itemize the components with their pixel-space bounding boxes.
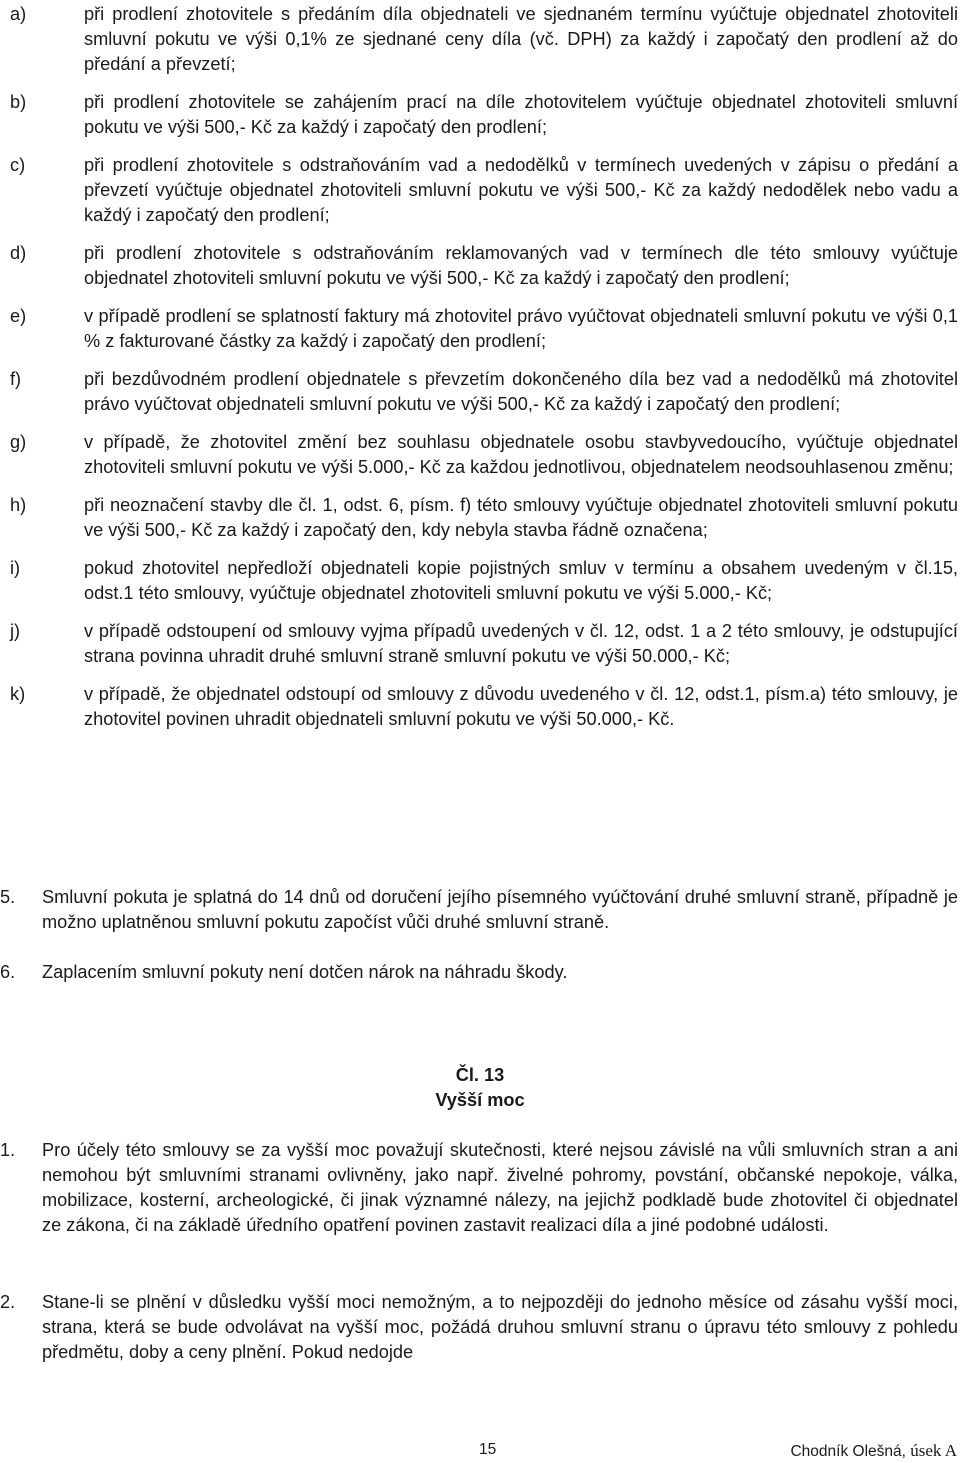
list-item-label: a)	[10, 4, 27, 24]
list-item	[0, 493, 960, 543]
list-item-text: v případě odstoupení od smlouvy vyjma případů uvedených v čl. 12, odst. 1 a 2 této smlouvy, je odstupující strana povinna uhradit druhé smluvní straně smluvní pokutu ve výši 50.000,- Kč;	[84, 621, 958, 666]
list-item-text: při prodlení zhotovitele s odstraňováním reklamovaných vad v termínech dle této smlouvy vyúčtuje objednatel zhotoviteli smluvní pokutu ve výši 500,- Kč za každý i započatý den prodlení;	[84, 243, 958, 288]
list-item-text: při prodlení zhotovitele s předáním díla objednateli ve sjednaném termínu vyúčtuje objednatel zhotoviteli smluvní pokutu ve výši 0,1% ze sjednané ceny díla (vč. DPH) za každý i započatý den prodlení až do předání a převzetí;	[84, 4, 958, 74]
list-item	[0, 153, 960, 228]
list-item-label: k)	[10, 684, 26, 704]
list-item-text: v případě, že objednatel odstoupí od smlouvy z důvodu uvedeného v čl. 12, odst.1, písm.a) této smlouvy, je zhotovitel povinen uhradit objednateli smluvní pokutu ve výši 50.000,- Kč.	[84, 684, 958, 729]
list-item	[0, 304, 960, 354]
clause-number: 6.	[0, 962, 16, 982]
list-item-label: d)	[10, 243, 27, 263]
list-item-label: f)	[10, 369, 22, 389]
list-item	[0, 682, 960, 732]
clause-text: Pro účely této smlouvy se za vyšší moc považují skutečnosti, které nejsou závislé na vůli smluvních stran a ani nemohou být smluvními stranami ovlivněny, jako např. živelné pohromy, povstání, občanské nepokoje, válka, mobilizace, kosterní, archeologické, či jinak významné nálezy, na jejichž podkladě bude zhotovitel či objednatel ze zákona, či na základě úředního opatření povinen zastavit realizaci díla a jiné podobné události.	[42, 1140, 958, 1235]
list-item-label: h)	[10, 495, 27, 515]
penalty-list	[0, 2, 960, 745]
clause-text: Zaplacením smluvní pokuty není dotčen nárok na náhradu škody.	[42, 962, 568, 982]
clause-5	[0, 885, 960, 935]
footer-project	[790, 1441, 957, 1461]
list-item	[0, 556, 960, 606]
list-item-label: c)	[10, 155, 26, 175]
list-item	[0, 619, 960, 669]
list-item-label: i)	[10, 558, 21, 578]
clause-text: Stane-li se plnění v důsledku vyšší moci nemožným, a to nejpozději do jednoho měsíce od zásahu vyšší moci, strana, která se bude odvolávat na vyšší moc, požádá druhou smluvní stranu o úpravu této smlouvy z pohledu předmětu, doby a ceny plnění. Pokud nedojde	[42, 1292, 958, 1362]
article-title: Vyšší moc	[435, 1090, 525, 1110]
list-item-label: j)	[10, 621, 21, 641]
list-item-label: b)	[10, 92, 27, 112]
footer-project-name: Chodník Olešná,	[790, 1443, 911, 1460]
list-item	[0, 367, 960, 417]
list-item	[0, 2, 960, 77]
article-number: Čl. 13	[455, 1065, 505, 1085]
list-item-text: při bezdůvodném prodlení objednatele s převzetím dokončeného díla bez vad a nedodělků má zhotovitel právo vyúčtovat objednateli smluvní pokutu ve výši 500,- Kč za každý i započatý den prodlení;	[84, 369, 958, 414]
list-item-label: g)	[10, 432, 27, 452]
clause-number: 5.	[0, 887, 16, 907]
clause-text: Smluvní pokuta je splatná do 14 dnů od doručení jejího písemného vyúčtování druhé smluvní straně, případně je možno uplatněnou smluvní pokutu započíst vůči druhé smluvní straně.	[42, 887, 958, 932]
clause-number: 1.	[0, 1140, 16, 1160]
list-item-text: v případě, že zhotovitel změní bez souhlasu objednatele osobu stavbyvedoucího, vyúčtuje objednatel zhotoviteli smluvní pokutu ve výši 5.000,- Kč za každou jednotlivou, objednatelem neodsouhlasenou změnu;	[84, 432, 958, 477]
numbered-clause	[0, 885, 960, 935]
page-footer	[0, 1441, 960, 1463]
list-item	[0, 430, 960, 480]
numbered-clause	[0, 1290, 960, 1365]
list-item	[0, 241, 960, 291]
article-13-clause-2	[0, 1290, 960, 1365]
list-item-text: pokud zhotovitel nepředloží objednateli kopie pojistných smluv v termínu a obsahem uvedeným v čl.15, odst.1 této smlouvy, vyúčtuje objednatel zhotoviteli smluvní pokutu ve výši 5.000,- Kč;	[84, 558, 958, 603]
list-item-text: při prodlení zhotovitele se zahájením prací na díle zhotovitelem vyúčtuje objednatel zhotoviteli smluvní pokutu ve výši 500,- Kč za každý i započatý den prodlení;	[84, 92, 958, 137]
list-item-text: při prodlení zhotovitele s odstraňováním vad a nedodělků v termínech uvedených v zápisu o předání a převzetí vyúčtuje objednatel zhotoviteli smluvní pokutu ve výši 500,- Kč za každý nedodělek nebo vadu a každý i započatý den prodlení;	[84, 155, 958, 225]
list-item-text: v případě prodlení se splatností faktury má zhotovitel právo vyúčtovat objednateli smluvní pokutu ve výši 0,1 % z fakturované částky za každý i započatý den prodlení;	[84, 306, 958, 351]
list-item-label: e)	[10, 306, 27, 326]
numbered-clause	[0, 1138, 960, 1238]
list-item-text: při neoznačení stavby dle čl. 1, odst. 6, písm. f) této smlouvy vyúčtuje objednatel zhotoviteli smluvní pokutu ve výši 500,- Kč za každý i započatý den, kdy nebyla stavba řádně označena;	[84, 495, 958, 540]
numbered-clause	[0, 960, 960, 985]
clause-number: 2.	[0, 1292, 16, 1312]
footer-section: úsek A	[910, 1441, 957, 1460]
page-number: 15	[479, 1441, 497, 1458]
article-13-clause-1	[0, 1138, 960, 1238]
clause-6	[0, 960, 960, 985]
list-item	[0, 90, 960, 140]
